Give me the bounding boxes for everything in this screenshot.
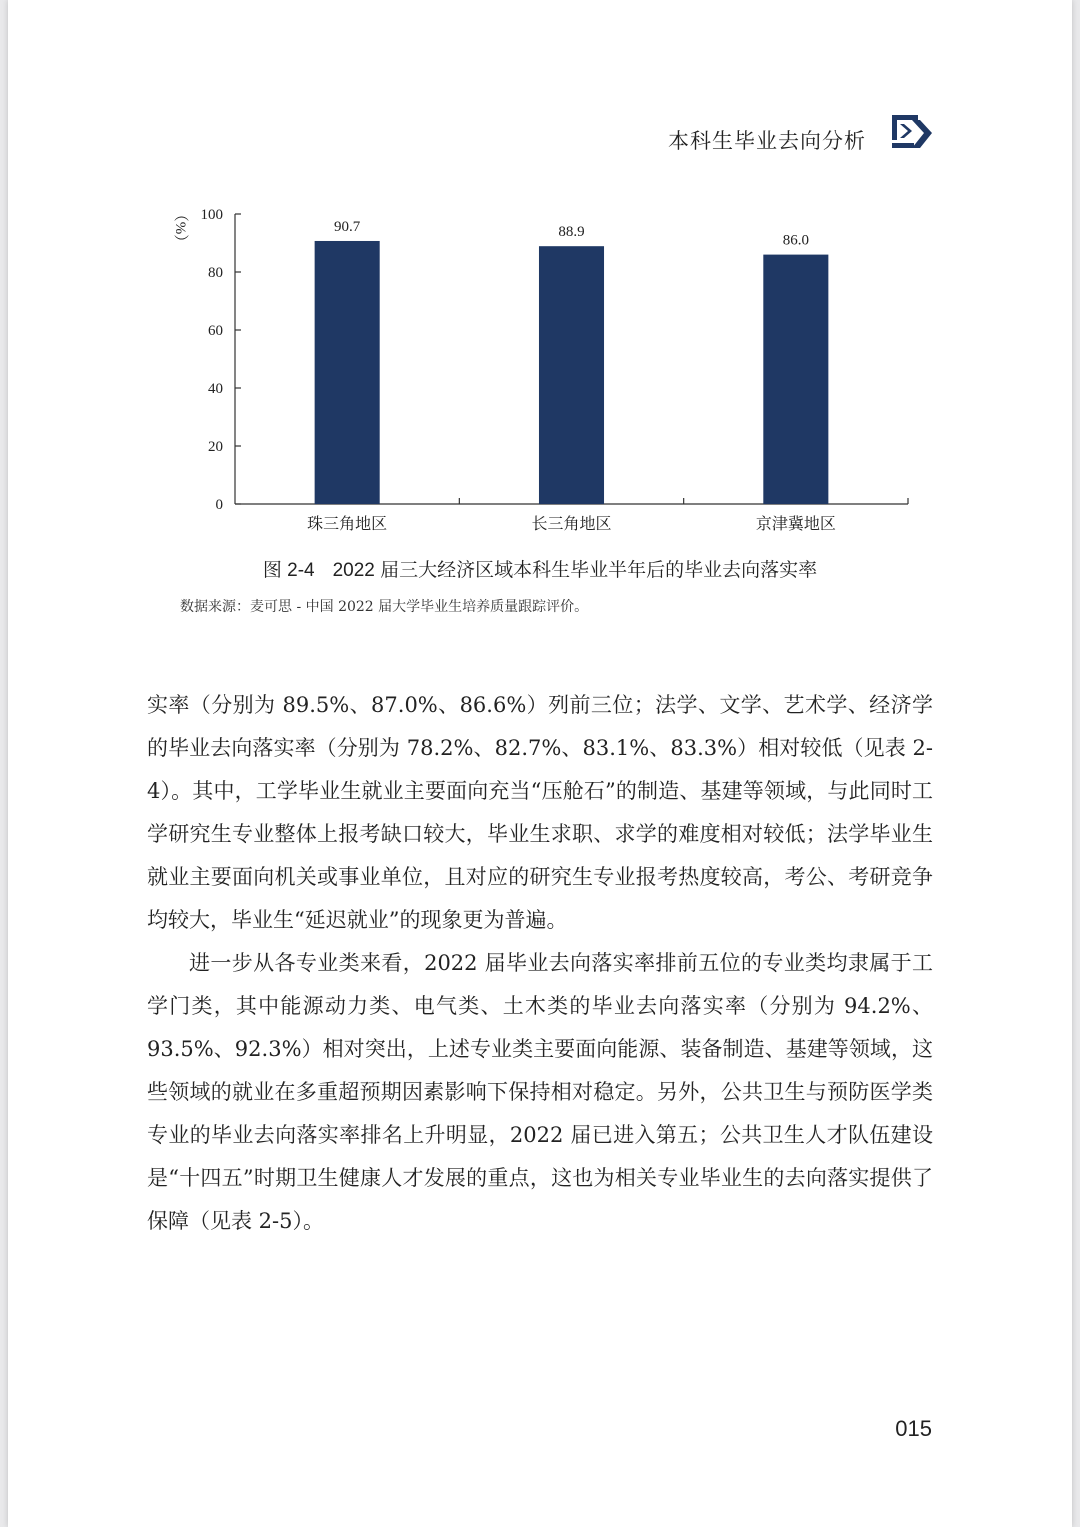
paragraph: 进一步从各专业类来看，2022 届毕业去向落实率排前五位的专业类均隶属于工学门类，其中能源动力类、电气类、土木类的毕业去向落实率（分别为 94.2%、93.5%、92.3%）相对突出，上述专业类主要面向能源、装备制造、基建等领域，这些领域的就业在多重超预期因素影响下保持相对稳定。另外，公共卫生与预防医学类专业的毕业去向落实率排名上升明显，2022 届已进入第五；公共卫生人才队伍建设是“十四五”时期卫生健康人才发展的重点，这也为相关专业毕业生的去向落实提供了保障（见表 2-5）。 <box>147 951 933 1233</box>
body-text <box>147 684 933 1243</box>
x-category-label: 珠三角地区 <box>307 516 388 533</box>
book-page <box>8 0 1072 1527</box>
figure-caption-text: 2022 届三大经济区域本科生毕业半年后的毕业去向落实率 <box>332 560 818 581</box>
y-axis <box>201 207 242 513</box>
bar-chart <box>8 0 1072 560</box>
bar <box>539 246 604 504</box>
y-tick-label: 100 <box>200 207 223 223</box>
bars <box>307 219 836 533</box>
y-tick-label: 20 <box>208 439 223 455</box>
page-number: 015 <box>895 1416 932 1441</box>
bar-value-label: 88.9 <box>558 224 585 241</box>
paragraph: 实率（分别为 89.5%、87.0%、86.6%）列前三位；法学、文学、艺术学、经济学的毕业去向落实率（分别为 78.2%、82.7%、83.1%、83.3%）相对较低（见表 2-4）。其中，工学毕业生就业主要面向充当“压舱石”的制造、基建等领域，与此同时工学研究生专业整体上报考缺口较大，毕业生求职、求学的难度相对较低；法学毕业生就业主要面向机关或事业单位，且对应的研究生专业报考热度较高，考公、考研竞争均较大，毕业生“延迟就业”的现象更为普遍。 <box>147 693 933 932</box>
bar-value-label: 86.0 <box>782 232 809 249</box>
y-axis-label <box>172 207 189 250</box>
y-tick-label: 60 <box>208 323 223 339</box>
x-category-label: 京津冀地区 <box>755 516 836 533</box>
bar-value-label: 90.7 <box>334 218 361 235</box>
y-tick-label: 0 <box>215 497 223 513</box>
figure-caption <box>8 555 1072 582</box>
running-header-title: 本科生毕业去向分析 <box>668 130 866 153</box>
bar <box>763 255 828 504</box>
x-category-label: 长三角地区 <box>531 516 612 533</box>
figure-number: 图 2-4 <box>262 560 315 581</box>
y-tick-label: 80 <box>208 265 223 281</box>
data-source-note: 数据来源：麦可思 - 中国 2022 届大学毕业生培养质量跟踪评价。 <box>180 599 589 615</box>
y-axis-label-text: （%） <box>172 206 188 250</box>
y-tick-label: 40 <box>208 381 223 397</box>
bar <box>315 241 380 504</box>
